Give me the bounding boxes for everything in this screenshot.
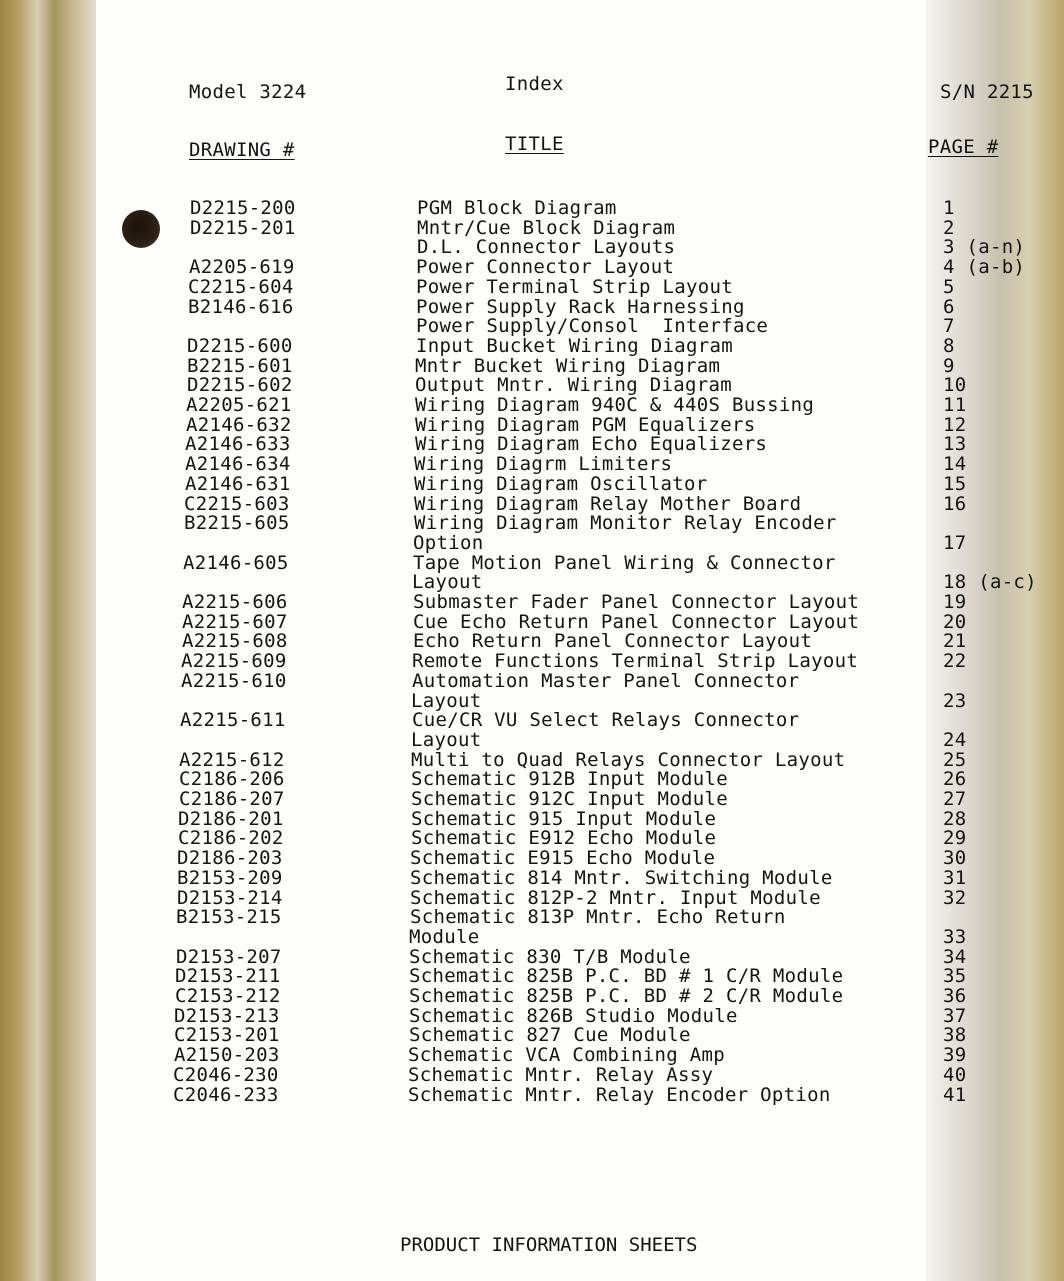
drawing-title-continued: Module xyxy=(409,925,480,948)
drawing-number: D2215-201 xyxy=(190,216,296,239)
drawing-title: Output Mntr. Wiring Diagram xyxy=(415,374,732,397)
drawing-title: Schematic 826B Studio Module xyxy=(409,1004,738,1027)
page-number: 41 xyxy=(943,1083,967,1106)
drawing-title: D.L. Connector Layouts xyxy=(417,236,676,259)
drawing-title: Schematic 812P-2 Mntr. Input Module xyxy=(410,886,821,909)
drawing-title: Schematic 912B Input Module xyxy=(411,768,728,791)
page-number: 7 xyxy=(943,315,955,338)
drawing-title: Mntr/Cue Block Diagram xyxy=(417,216,676,239)
page-number: 8 xyxy=(943,334,955,357)
drawing-number: D2186-201 xyxy=(178,807,284,830)
page-number: 32 xyxy=(943,886,967,909)
drawing-title: Schematic 825B P.C. BD # 2 C/R Module xyxy=(409,985,844,1007)
page-number: 16 xyxy=(943,492,967,515)
page-number: 37 xyxy=(943,1004,967,1027)
page-number: 29 xyxy=(943,827,967,850)
page-number: 2 xyxy=(943,216,955,239)
page-number: 5 xyxy=(943,275,955,298)
page-number: 27 xyxy=(943,788,967,810)
page-number: 22 xyxy=(943,650,967,673)
drawing-title: Cue Echo Return Panel Connector Layout xyxy=(413,610,860,633)
drawing-number: D2186-203 xyxy=(177,847,283,870)
drawing-number: A2215-606 xyxy=(182,591,288,613)
drawing-title: Schematic 813P Mntr. Echo Return xyxy=(410,906,786,929)
page-number: 12 xyxy=(943,413,967,436)
page-number: 13 xyxy=(943,433,967,456)
page-number: 9 xyxy=(943,354,955,377)
model-label: Model 3224 xyxy=(189,81,307,103)
drawing-number: A2205-621 xyxy=(186,394,292,416)
drawing-title-continued: Layout xyxy=(411,728,482,751)
drawing-number: C2215-603 xyxy=(184,492,290,515)
page-number: 17 xyxy=(943,531,967,554)
page-number: 3 (a-n) xyxy=(943,236,1026,259)
page-number: 20 xyxy=(943,610,967,633)
drawing-number: A2146-605 xyxy=(183,551,289,574)
drawing-title: Remote Functions Terminal Strip Layout xyxy=(412,650,859,673)
page-number: 23 xyxy=(943,689,967,712)
drawing-title: Power Supply Rack Harnessing xyxy=(416,295,745,318)
drawing-title: Schematic 814 Mntr. Switching Module xyxy=(410,866,833,889)
page-number: 18 (a-c) xyxy=(943,571,1037,594)
drawing-number: B2153-209 xyxy=(177,866,283,889)
page-number: 21 xyxy=(943,630,967,653)
drawing-title: Wiring Diagrm Limiters xyxy=(414,453,673,476)
page-number: 39 xyxy=(943,1044,967,1067)
page-number: 25 xyxy=(943,748,967,771)
page-number: 1 xyxy=(943,197,955,219)
drawing-title: Input Bucket Wiring Diagram xyxy=(416,334,733,357)
drawing-number: A2215-610 xyxy=(181,669,287,692)
page-number: 6 xyxy=(943,295,955,318)
page-number: 28 xyxy=(943,807,967,830)
page-number: 36 xyxy=(943,985,967,1007)
drawing-title: Schematic 830 T/B Module xyxy=(409,945,691,968)
page-title: Index xyxy=(505,73,564,95)
drawing-number: A2215-607 xyxy=(182,610,288,633)
column-header-title: TITLE xyxy=(505,133,564,155)
drawing-number: A2150-203 xyxy=(174,1044,280,1067)
drawing-title: Schematic E915 Echo Module xyxy=(410,847,716,870)
column-header-drawing: DRAWING # xyxy=(189,139,295,161)
drawing-number: C2186-202 xyxy=(178,827,284,850)
drawing-title: Submaster Fader Panel Connector Layout xyxy=(413,591,860,613)
drawing-title-continued: Option xyxy=(413,531,484,554)
drawing-number: A2215-608 xyxy=(182,630,288,653)
drawing-title-continued: Layout xyxy=(412,571,483,594)
drawing-title: Echo Return Panel Connector Layout xyxy=(413,630,813,653)
serial-number: S/N 2215 xyxy=(940,81,1034,103)
page-number: 10 xyxy=(943,374,967,397)
drawing-number: D2215-200 xyxy=(190,197,296,219)
drawing-number: D2153-211 xyxy=(175,965,281,988)
drawing-number: B2215-605 xyxy=(184,512,290,535)
drawing-number: C2215-604 xyxy=(188,275,294,298)
page-number: 4 (a-b) xyxy=(943,256,1026,279)
drawing-number: A2215-609 xyxy=(181,650,287,673)
drawing-title: Power Terminal Strip Layout xyxy=(416,275,733,298)
drawing-number: D2215-600 xyxy=(187,334,293,357)
drawing-title: Wiring Diagram Oscillator xyxy=(414,472,708,495)
page-number: 30 xyxy=(943,847,967,870)
page-number: 31 xyxy=(943,866,967,889)
drawing-number: B2153-215 xyxy=(176,906,282,929)
drawing-title: Schematic VCA Combining Amp xyxy=(408,1044,725,1067)
drawing-number: C2153-212 xyxy=(175,985,281,1007)
drawing-title: Schematic Mntr. Relay Encoder Option xyxy=(408,1083,831,1106)
drawing-title: PGM Block Diagram xyxy=(417,197,617,219)
drawing-title: Power Connector Layout xyxy=(416,256,675,279)
drawing-title: Automation Master Panel Connector xyxy=(412,669,800,692)
drawing-title: Wiring Diagram PGM Equalizers xyxy=(415,413,756,436)
drawing-title: Wiring Diagram Echo Equalizers xyxy=(415,433,768,456)
drawing-number: A2215-611 xyxy=(180,709,286,732)
drawing-number: D2153-213 xyxy=(174,1004,280,1027)
page-number: 33 xyxy=(943,925,967,948)
drawing-title: Multi to Quad Relays Connector Layout xyxy=(411,748,846,771)
drawing-title: Mntr Bucket Wiring Diagram xyxy=(415,354,721,377)
page-number: 35 xyxy=(943,965,967,988)
drawing-number: B2215-601 xyxy=(187,354,293,377)
drawing-number: A2146-632 xyxy=(186,413,292,436)
drawing-number: C2046-230 xyxy=(173,1063,279,1086)
drawing-title: Schematic Mntr. Relay Assy xyxy=(408,1063,714,1086)
drawing-number: C2046-233 xyxy=(173,1083,279,1106)
drawing-number: C2153-201 xyxy=(174,1024,280,1047)
page-number: 34 xyxy=(943,945,967,968)
drawing-title: Wiring Diagram 940C & 440S Bussing xyxy=(415,394,815,416)
drawing-title: Wiring Diagram Monitor Relay Encoder xyxy=(414,512,837,535)
footer-heading: PRODUCT INFORMATION SHEETS xyxy=(400,1234,698,1256)
page-number: 24 xyxy=(943,728,967,751)
drawing-title: Power Supply/Consol Interface xyxy=(416,315,769,338)
column-header-page: PAGE # xyxy=(928,136,999,158)
drawing-title: Schematic 915 Input Module xyxy=(411,807,717,830)
drawing-number: A2146-631 xyxy=(185,472,291,495)
drawing-title: Schematic 825B P.C. BD # 1 C/R Module xyxy=(409,965,844,988)
page-number: 26 xyxy=(943,768,967,791)
page-number: 19 xyxy=(943,591,967,613)
drawing-number: A2205-619 xyxy=(189,256,295,279)
page-number: 11 xyxy=(943,394,967,416)
binder-left-edge xyxy=(0,0,98,1281)
drawing-number: A2215-612 xyxy=(179,748,285,771)
drawing-title: Cue/CR VU Select Relays Connector xyxy=(412,709,800,732)
drawing-title: Schematic 912C Input Module xyxy=(411,788,728,810)
drawing-title: Tape Motion Panel Wiring & Connector xyxy=(413,551,836,574)
page-number: 38 xyxy=(943,1024,967,1047)
drawing-number: A2146-633 xyxy=(185,433,291,456)
page-number: 15 xyxy=(943,472,967,495)
drawing-number: D2215-602 xyxy=(187,374,293,397)
drawing-number: D2153-207 xyxy=(176,945,282,968)
drawing-number: B2146-616 xyxy=(188,295,294,318)
drawing-title-continued: Layout xyxy=(411,689,482,712)
drawing-number: C2186-206 xyxy=(179,768,285,791)
drawing-number: D2153-214 xyxy=(177,886,283,909)
page-number: 40 xyxy=(943,1063,967,1086)
punch-hole xyxy=(122,210,160,248)
drawing-number: A2146-634 xyxy=(185,453,291,476)
drawing-title: Schematic 827 Cue Module xyxy=(409,1024,691,1047)
drawing-title: Schematic E912 Echo Module xyxy=(411,827,717,850)
page-number: 14 xyxy=(943,453,967,476)
drawing-number: C2186-207 xyxy=(179,788,285,810)
drawing-title: Wiring Diagram Relay Mother Board xyxy=(414,492,802,515)
